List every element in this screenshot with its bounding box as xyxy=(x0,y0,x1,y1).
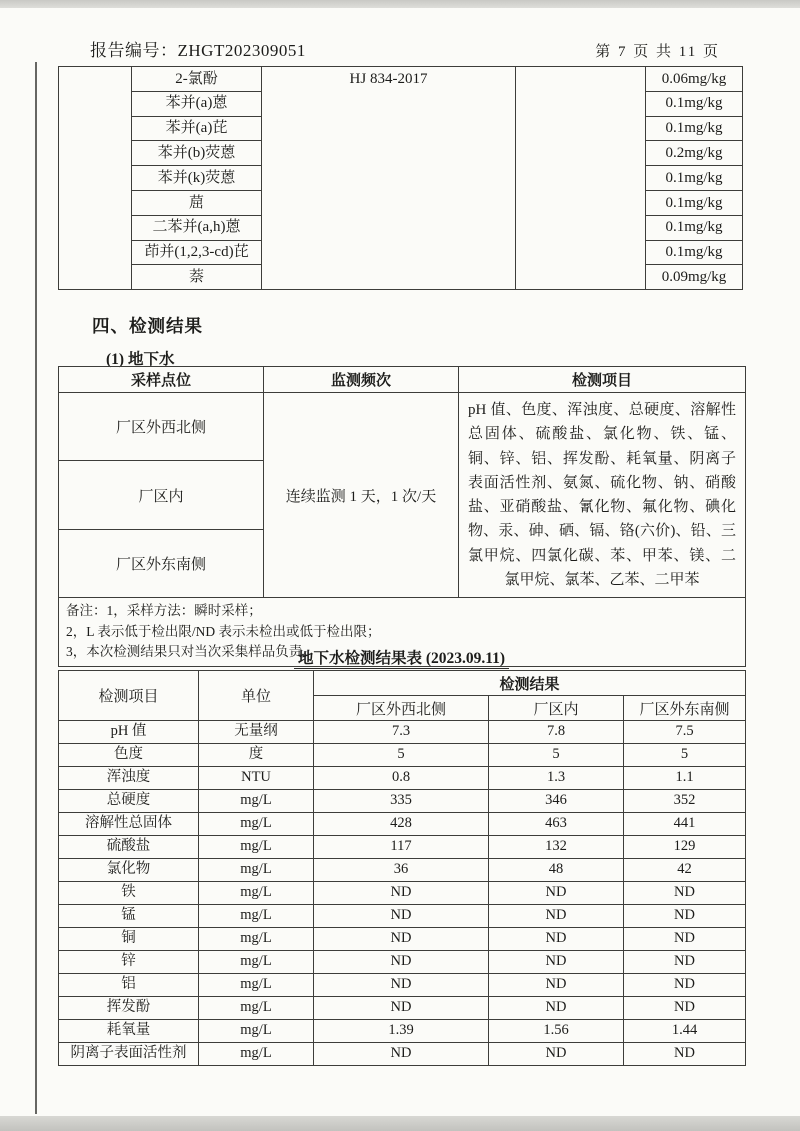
result-value: ND xyxy=(624,997,746,1020)
result-value: ND xyxy=(314,928,489,951)
soil-category-empty-cell xyxy=(59,67,132,290)
soil-limit-value: 0.1mg/kg xyxy=(646,240,743,265)
result-value: ND xyxy=(314,1043,489,1066)
result-value: ND xyxy=(489,974,624,997)
result-value: ND xyxy=(489,882,624,905)
plan-header-row xyxy=(59,367,746,393)
plan-site-row xyxy=(59,393,746,461)
results-table-row xyxy=(59,928,746,951)
result-unit: mg/L xyxy=(199,974,314,997)
result-unit: 度 xyxy=(199,744,314,767)
result-value: 36 xyxy=(314,859,489,882)
result-value: ND xyxy=(489,1043,624,1066)
result-value: ND xyxy=(314,997,489,1020)
soil-item-name: 2-氯酚 xyxy=(132,67,262,92)
results-table-row xyxy=(59,997,746,1020)
result-unit: 无量纲 xyxy=(199,721,314,744)
scan-edge-artifact-line xyxy=(35,62,37,1114)
soil-item-name: 茚并(1,2,3-cd)芘 xyxy=(132,240,262,265)
monitoring-frequency: 连续监测 1 天，1 次/天 xyxy=(264,393,459,598)
result-value: 1.39 xyxy=(314,1020,489,1043)
result-value: 0.8 xyxy=(314,767,489,790)
page-indicator: 第 7 页 共 11 页 xyxy=(595,44,720,60)
results-table-row xyxy=(59,882,746,905)
result-unit: mg/L xyxy=(199,1020,314,1043)
result-item-name: 铝 xyxy=(59,974,199,997)
result-item-name: 锌 xyxy=(59,951,199,974)
scan-bottom-edge xyxy=(0,1116,800,1131)
result-unit: mg/L xyxy=(199,905,314,928)
results-header-unit: 单位 xyxy=(199,671,314,721)
report-number xyxy=(90,36,306,61)
soil-limit-value: 0.06mg/kg xyxy=(646,67,743,92)
result-value: 5 xyxy=(489,744,624,767)
result-item-name: 浑浊度 xyxy=(59,767,199,790)
result-item-name: 硫酸盐 xyxy=(59,836,199,859)
soil-limit-value: 0.1mg/kg xyxy=(646,116,743,141)
result-value: 5 xyxy=(314,744,489,767)
results-header-row-1 xyxy=(59,671,746,696)
result-value: 7.3 xyxy=(314,721,489,744)
soil-empty-cell xyxy=(516,67,646,290)
subsection-title: (1) 地下水 xyxy=(106,351,175,368)
result-value: 1.3 xyxy=(489,767,624,790)
soil-item-name: 苯并(a)芘 xyxy=(132,116,262,141)
soil-limit-value: 0.09mg/kg xyxy=(646,265,743,290)
soil-item-name: 䓛 xyxy=(132,190,262,215)
result-value: ND xyxy=(624,974,746,997)
results-header-result: 检测结果 xyxy=(314,671,746,696)
results-table-row xyxy=(59,951,746,974)
results-table-row xyxy=(59,813,746,836)
result-value: 7.8 xyxy=(489,721,624,744)
scan-top-edge xyxy=(0,0,800,8)
result-unit: mg/L xyxy=(199,882,314,905)
results-table-title-text: 地下水检测结果表 (2023.09.11) xyxy=(294,650,509,669)
result-item-name: 锰 xyxy=(59,905,199,928)
results-table-row xyxy=(59,790,746,813)
results-table-row xyxy=(59,836,746,859)
page-header xyxy=(90,36,738,61)
result-value: ND xyxy=(624,1043,746,1066)
result-unit: mg/L xyxy=(199,836,314,859)
site-southeast: 厂区外东南侧 xyxy=(59,529,264,597)
soil-method-cell: HJ 834-2017 xyxy=(262,67,516,290)
result-value: 7.5 xyxy=(624,721,746,744)
note-line-3: 3，本次检测结果只对当次采集样品负责。 xyxy=(66,643,316,659)
results-table-row xyxy=(59,721,746,744)
result-unit: mg/L xyxy=(199,1043,314,1066)
monitoring-items-list: pH 值、色度、浑浊度、总硬度、溶解性总固体、硫酸盐、氯化物、铁、锰、铜、锌、铝、挥发酚、耗氧量、阴离子表面活性剂、氨氮、硫化物、钠、硝酸盐、亚硝酸盐、氰化物、氟化物、碘化物、汞、砷、硒、镉、铬(六价)、铅、三氯甲烷、四氯化碳、苯、甲苯、镁、二氯甲烷、氯苯、乙苯、二甲苯 xyxy=(459,393,746,598)
result-value: 346 xyxy=(489,790,624,813)
result-value: 117 xyxy=(314,836,489,859)
result-item-name: 溶解性总固体 xyxy=(59,813,199,836)
result-item-name: 挥发酚 xyxy=(59,997,199,1020)
result-value: ND xyxy=(489,905,624,928)
result-value: ND xyxy=(489,997,624,1020)
results-table-row xyxy=(59,767,746,790)
results-site-southeast: 厂区外东南侧 xyxy=(624,696,746,721)
result-value: 441 xyxy=(624,813,746,836)
result-value: 352 xyxy=(624,790,746,813)
result-value: ND xyxy=(624,928,746,951)
soil-table-row xyxy=(59,67,743,92)
result-value: ND xyxy=(489,951,624,974)
result-item-name: 铜 xyxy=(59,928,199,951)
result-value: ND xyxy=(314,882,489,905)
result-item-name: pH 值 xyxy=(59,721,199,744)
result-item-name: 铁 xyxy=(59,882,199,905)
result-unit: mg/L xyxy=(199,951,314,974)
results-site-northwest: 厂区外西北侧 xyxy=(314,696,489,721)
results-table-row xyxy=(59,905,746,928)
scanned-report-page xyxy=(0,8,800,1116)
plan-header-sampling-point: 采样点位 xyxy=(59,367,264,393)
soil-limit-value: 0.1mg/kg xyxy=(646,91,743,116)
result-value: 132 xyxy=(489,836,624,859)
soil-limit-value: 0.1mg/kg xyxy=(646,190,743,215)
result-value: 5 xyxy=(624,744,746,767)
results-site-inside-plant: 厂区内 xyxy=(489,696,624,721)
results-header-item: 检测项目 xyxy=(59,671,199,721)
result-item-name: 色度 xyxy=(59,744,199,767)
soil-item-name: 苯并(a)蒽 xyxy=(132,91,262,116)
report-number-value: ZHGT202309051 xyxy=(177,41,306,60)
plan-header-items: 检测项目 xyxy=(459,367,746,393)
results-table-row xyxy=(59,744,746,767)
results-table-row xyxy=(59,974,746,997)
result-value: ND xyxy=(314,951,489,974)
results-table-title xyxy=(58,646,745,668)
site-northwest: 厂区外西北侧 xyxy=(59,393,264,461)
result-value: 1.1 xyxy=(624,767,746,790)
result-value: 48 xyxy=(489,859,624,882)
results-table-row xyxy=(59,1043,746,1066)
soil-limit-value: 0.1mg/kg xyxy=(646,166,743,191)
soil-item-name: 苯并(b)荧蒽 xyxy=(132,141,262,166)
result-value: 463 xyxy=(489,813,624,836)
result-item-name: 阴离子表面活性剂 xyxy=(59,1043,199,1066)
result-value: 129 xyxy=(624,836,746,859)
result-unit: mg/L xyxy=(199,928,314,951)
result-unit: mg/L xyxy=(199,997,314,1020)
result-item-name: 总硬度 xyxy=(59,790,199,813)
results-table-row xyxy=(59,1020,746,1043)
result-value: 1.44 xyxy=(624,1020,746,1043)
report-number-label: 报告编号： xyxy=(90,41,178,60)
result-unit: NTU xyxy=(199,767,314,790)
result-unit: mg/L xyxy=(199,859,314,882)
result-value: ND xyxy=(624,882,746,905)
result-value: ND xyxy=(314,974,489,997)
soil-limit-value: 0.1mg/kg xyxy=(646,215,743,240)
note-line-2: 2，L 表示低于检出限/ND 表示未检出或低于检出限； xyxy=(66,623,381,639)
result-item-name: 耗氧量 xyxy=(59,1020,199,1043)
result-value: ND xyxy=(624,951,746,974)
soil-item-name: 萘 xyxy=(132,265,262,290)
result-value: ND xyxy=(314,905,489,928)
results-table-row xyxy=(59,859,746,882)
soil-item-name: 苯并(k)荧蒽 xyxy=(132,166,262,191)
result-value: 335 xyxy=(314,790,489,813)
note-line-1: 备注：1，采样方法：瞬时采样； xyxy=(66,603,262,619)
soil-results-continuation-table xyxy=(58,66,743,290)
groundwater-results-table xyxy=(58,670,746,1066)
soil-limit-value: 0.2mg/kg xyxy=(646,141,743,166)
result-value: 42 xyxy=(624,859,746,882)
result-value: 1.56 xyxy=(489,1020,624,1043)
site-inside-plant: 厂区内 xyxy=(59,461,264,529)
plan-header-frequency: 监测频次 xyxy=(264,367,459,393)
section-title: 四、检测结果 xyxy=(92,316,203,336)
groundwater-monitoring-plan-table xyxy=(58,366,746,667)
result-unit: mg/L xyxy=(199,790,314,813)
result-value: ND xyxy=(624,905,746,928)
result-value: ND xyxy=(489,928,624,951)
soil-item-name: 二苯并(a,h)蒽 xyxy=(132,215,262,240)
result-unit: mg/L xyxy=(199,813,314,836)
result-item-name: 氯化物 xyxy=(59,859,199,882)
result-value: 428 xyxy=(314,813,489,836)
